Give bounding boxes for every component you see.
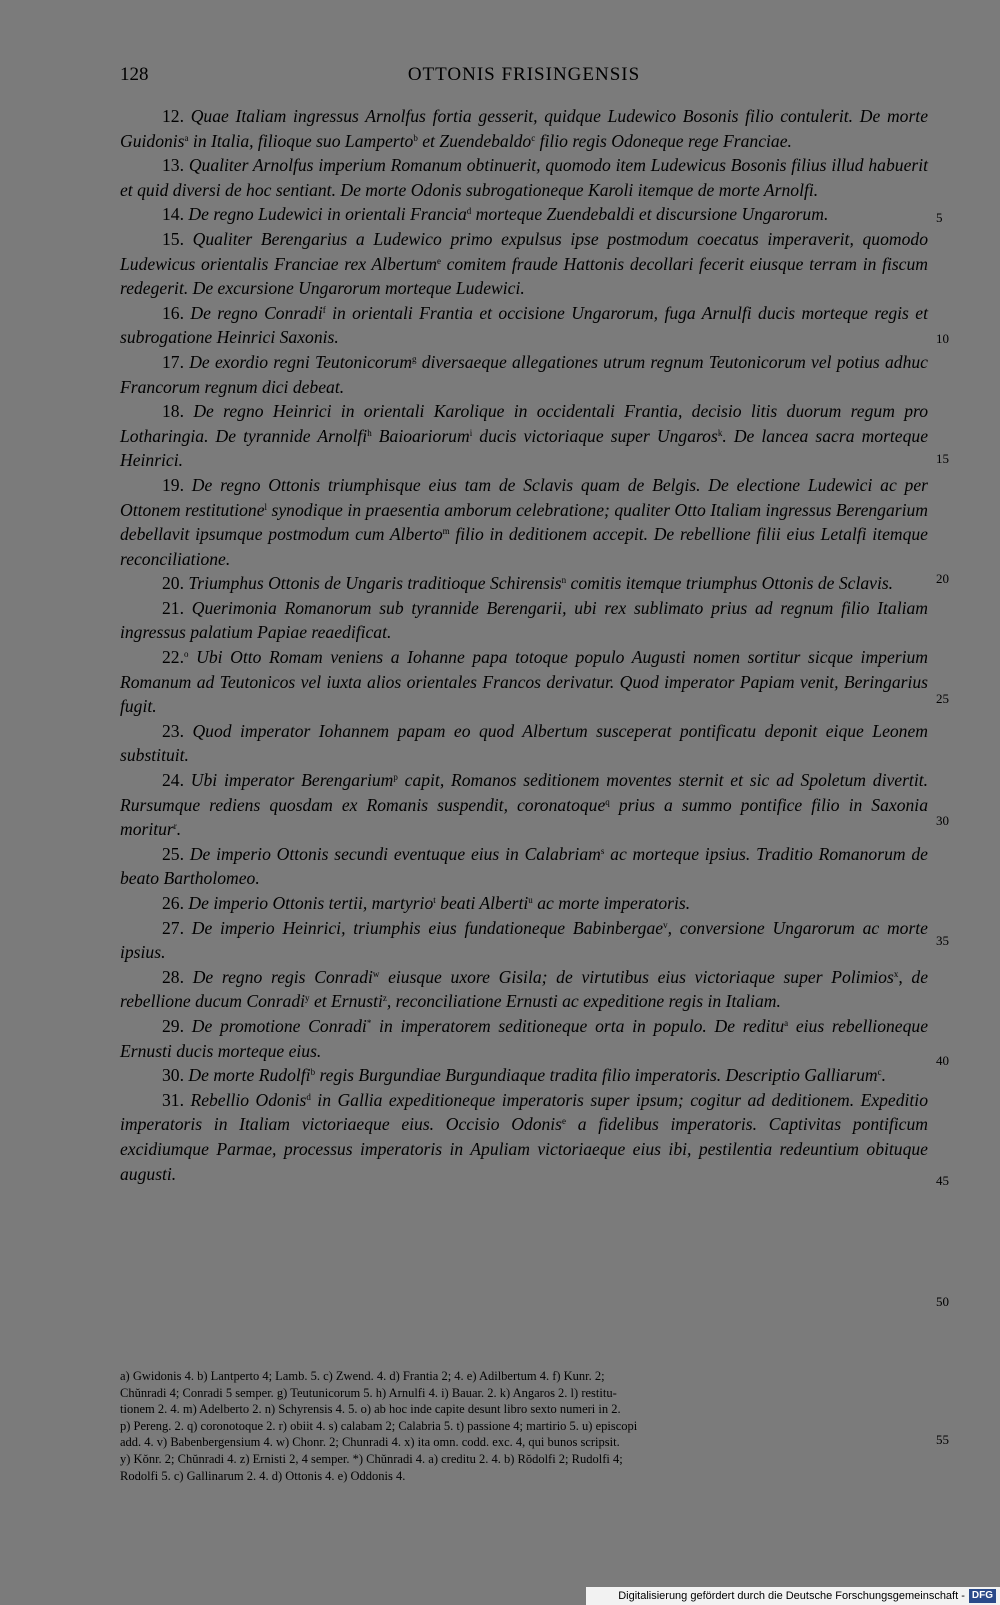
chapter-number: 30. xyxy=(162,1065,184,1086)
chapter-text: Baioariorum xyxy=(371,425,470,446)
chapter-entry xyxy=(120,202,928,227)
chapter-text: comitis itemque triumphus Ottonis de Sclavis. xyxy=(566,573,894,594)
footnote-marker: k xyxy=(717,427,723,438)
chapter-number: 26. xyxy=(162,893,184,913)
chapter-number: 25. xyxy=(162,843,184,864)
footnote-line: p) Pereng. 2. q) coronotoque 2. r) obiit 4. s) calabam 2; Calabria 5. t) passione 4; martirio 5. u) episcopi xyxy=(120,1418,638,1433)
chapter-entry xyxy=(120,1088,928,1186)
footnote-marker: e xyxy=(436,255,441,266)
line-number-margin xyxy=(936,104,976,1364)
chapter-number: 19. xyxy=(162,474,184,495)
chapter-number: 20. xyxy=(162,573,184,594)
chapter-text: De imperio Heinrici, triumphis eius fundationeque Babinbergae xyxy=(191,917,664,938)
digitization-credit xyxy=(586,1587,1000,1605)
footnote-marker: z xyxy=(382,993,387,1004)
chapter-entry xyxy=(120,571,928,596)
footnote-marker: w xyxy=(372,968,380,979)
footnote-marker: d xyxy=(466,206,472,217)
chapter-text: . De lancea sacra morteque Heinrici. xyxy=(120,425,929,471)
chapter-number: 22. xyxy=(162,647,184,668)
chapter-text: De regno Heinrici in orientali Karolique in occidentali Frantia, decisio litis duorum regum pro Lotharingia. De tyrannide Arnolfi xyxy=(120,401,929,446)
chapter-text: De imperio Ottonis secundi eventuque eius in Calabriam xyxy=(189,843,601,864)
chapter-text: De promotione Conradi xyxy=(191,1015,367,1036)
chapter-text: filio regis Odoneque rege Franciae. xyxy=(535,130,792,151)
chapter-entry xyxy=(120,596,928,645)
chapter-entry xyxy=(120,350,928,399)
footnote-marker: c xyxy=(877,1067,882,1078)
footnote-marker: * xyxy=(366,1017,372,1028)
chapter-entry xyxy=(120,227,928,301)
chapter-number: 27. xyxy=(162,917,184,938)
chapter-number: 21. xyxy=(162,597,184,618)
chapter-entry xyxy=(120,965,928,1014)
credit-text: Digitalisierung gefördert durch die Deutsche Forschungsgemeinschaft - xyxy=(618,1590,965,1602)
margin-line-number: 30 xyxy=(936,813,949,828)
chapter-entry xyxy=(120,719,928,768)
footnote-line: a) Gwidonis 4. b) Lantperto 4; Lamb. 5. c) Zwend. 4. d) Frantia 2; 4. e) Adilbertum 4. f) Kunr. 2; xyxy=(120,1369,605,1383)
chapter-text: De imperio Ottonis tertii, martyrio xyxy=(188,893,434,913)
chapter-text: Quod imperator Iohannem papam eo quod Albertum susceperat pontificatu deponit eique Leonem substituit. xyxy=(120,720,928,766)
chapter-text: De morte Rudolfi xyxy=(188,1065,311,1086)
margin-line-number: 45 xyxy=(936,1173,949,1188)
chapter-entry xyxy=(120,916,928,965)
footnotes xyxy=(120,1368,928,1484)
footnote-marker: y xyxy=(305,993,310,1004)
chapter-text: ducis victoriaque super Ungaros xyxy=(472,425,718,446)
chapter-text: ac morte imperatoris. xyxy=(532,893,691,913)
footnote-line: add. 4. v) Babenbergensium 4. w) Chonr. 2; Chunradi 4. x) ita omn. codd. exc. 4, qui bunos scripsit. xyxy=(120,1435,620,1450)
footnote-marker: q xyxy=(605,796,610,807)
footnote-marker: i xyxy=(469,427,473,438)
margin-line-number: 10 xyxy=(936,331,949,346)
chapter-text: et Ernusti xyxy=(309,991,383,1012)
chapter-text: Quae Italiam ingressus Arnolfus fortia gesserit, quidque Ludewico Bosonis filio contulerit. De morte Guidonis xyxy=(120,106,929,151)
footnote-marker: p xyxy=(393,772,398,783)
chapter-text: , conversione Ungarorum ac morte ipsius. xyxy=(120,917,928,963)
chapter-text: . xyxy=(881,1065,886,1086)
footnote-marker: m xyxy=(442,526,450,537)
margin-line-number: 25 xyxy=(936,691,949,706)
chapter-text: De regno Ottonis triumphisque eius tam de Sclavis quam de Belgis. De electione Ludewici ac per Ottonem restitutione xyxy=(120,474,929,520)
footnote-marker: g xyxy=(412,353,417,364)
footnote-marker: r xyxy=(173,821,177,832)
chapter-number: 31. xyxy=(162,1089,184,1110)
chapter-entry xyxy=(120,153,928,202)
chapter-number: 14. xyxy=(162,204,184,225)
chapter-text: Rebellio Odonis xyxy=(190,1089,307,1110)
page-number: 128 xyxy=(120,64,149,85)
chapter-entry xyxy=(120,1014,928,1063)
footnote-line-number: 55 xyxy=(936,1432,949,1447)
chapter-entry xyxy=(120,768,928,842)
chapter-number: 29. xyxy=(162,1015,184,1036)
chapter-text: comitem fraude Hattonis decollari fecerit eiusque terram in fiscum redegerit. De excursione Ungarorum morteque Ludewici. xyxy=(120,253,928,299)
footnote-marker: a xyxy=(184,132,189,143)
chapter-text: Ubi Otto Romam veniens a Iohanne papa totoque populo Augusti nomen sortitur sicque imperium Romanum ad Teutonicos vel iuxta alios orientales Francos derivatur. Quod imperator Papiam venit, Beringarius fugit. xyxy=(120,647,928,717)
running-title: OTTONIS FRISINGENSIS xyxy=(407,64,641,85)
chapter-text: a fidelibus imperatoris. Captivitas pontificum excidiumque Parmae, processus imperatoris in Apuliam victoriaeque eius ibi, pestilentia redeuntium obituque augusti. xyxy=(120,1114,928,1184)
chapter-number: 15. xyxy=(162,228,184,249)
chapter-text: , de rebellione ducum Conradi xyxy=(120,966,929,1012)
dfg-logo: DFG xyxy=(969,1589,996,1603)
chapter-entry xyxy=(120,104,928,153)
chapter-text: De regno regis Conradi xyxy=(192,966,373,987)
footnote-marker: s xyxy=(600,845,605,856)
chapter-list xyxy=(120,104,928,1186)
chapter-number: 24. xyxy=(162,770,184,791)
chapter-text: morteque Zuendebaldi et discursione Ungarorum. xyxy=(471,204,829,225)
chapter-number: 18. xyxy=(162,401,184,422)
chapter-text: beati Alberti xyxy=(435,893,529,913)
margin-line-number: 35 xyxy=(936,933,949,948)
page-header xyxy=(120,64,928,92)
footnote-line: Chŭnradi 4; Conradi 5 semper. g) Teutunicorum 5. h) Arnulfi 4. i) Bauar. 2. k) Angaros 2. l) restitu- xyxy=(120,1385,617,1400)
footnote-marker: h xyxy=(367,427,372,438)
chapter-number: 16. xyxy=(162,302,184,323)
margin-line-number: 15 xyxy=(936,451,949,466)
footnote-line: tionem 2. 4. m) Adelberto 2. n) Schyrensis 4. 5. o) ab hoc inde capite desunt libro sexto numeri in 2. xyxy=(120,1402,621,1417)
chapter-entry xyxy=(120,1063,928,1088)
chapter-text: Querimonia Romanorum sub tyrannide Berengarii, ubi rex sublimato prius ad regnum filio Italiam ingressus palatium Papiae reaedificat. xyxy=(120,597,928,643)
chapter-entry xyxy=(120,301,928,350)
chapter-text: . xyxy=(176,819,182,840)
footnote-line: Rodolfi 5. c) Gallinarum 2. 4. d) Ottonis 4. e) Oddonis 4. xyxy=(120,1468,406,1483)
chapter-text: De regno Ludewici in orientali Francia xyxy=(188,204,467,225)
chapter-text: synodique in praesentia amborum celebratione; qualiter Otto Italiam ingressus Berengarium debellavit ipsumque postmodum cum Alberto xyxy=(120,499,928,545)
chapter-text: et Zuendebaldo xyxy=(417,130,532,151)
chapter-text: Ubi imperator Berengarium xyxy=(190,770,394,791)
margin-line-number: 20 xyxy=(936,571,949,586)
chapter-number: 12. xyxy=(162,106,184,126)
chapter-text: capit, Romanos seditionem moventes sternit et sic ad Spoletum divertit. Rursumque rediens quosdam ex Romanis suspendit, coronatoque xyxy=(120,770,928,815)
footnote-marker: b xyxy=(413,132,418,143)
chapter-number: 13. xyxy=(162,155,184,176)
chapter-text: prius a summo pontifice filio in Saxonia moritur xyxy=(120,794,928,840)
chapter-entry xyxy=(120,473,928,571)
chapter-text: in Gallia expeditioneque imperatoris super ipsum; cogitur ad deditionem. Expeditio imperatoris in Italiam victoriaeque eius. Occisio Odonis xyxy=(120,1089,928,1135)
chapter-entry xyxy=(120,645,928,719)
chapter-text: , reconciliatione Ernusti ac expeditione regis in Italiam. xyxy=(386,991,781,1012)
footnote-marker: t xyxy=(433,895,436,905)
chapter-text: eius rebellioneque Ernusti ducis morteque eius. xyxy=(120,1015,929,1061)
margin-line-number: 50 xyxy=(936,1294,949,1309)
chapter-number: 28. xyxy=(162,966,184,987)
chapter-text: in orientali Frantia et occisione Ungarorum, fuga Arnulfi ducis morteque regis et subrogatione Heinrici Saxonis. xyxy=(120,302,928,348)
chapter-entry xyxy=(120,399,928,473)
footnote-line: y) Kŏnr. 2; Chŭnradi 4. z) Ernisti 2, 4 semper. *) Chŭnradi 4. a) creditu 2. 4. b) Rŏdolfi 2; Rudolfi 4; xyxy=(120,1451,623,1466)
footnote-marker: o xyxy=(184,649,189,660)
footnote-marker: a xyxy=(784,1017,789,1028)
chapter-text: De regno Conradi xyxy=(190,302,323,323)
chapter-text: in imperatorem seditioneque orta in populo. De reditu xyxy=(371,1015,785,1036)
footnote-marker: u xyxy=(528,895,533,905)
chapter-text: Triumphus Ottonis de Ungaris traditioque Schirensis xyxy=(188,573,562,594)
chapter-text: Qualiter Berengarius a Ludewico primo expulsus ipse postmodum coecatus imperaverit, quomodo Ludewicus orientalis Franciae rex Albertum xyxy=(120,228,928,274)
chapter-text: in Italia, filioque suo Lamperto xyxy=(188,130,414,151)
chapter-number: 17. xyxy=(162,351,184,372)
chapter-number: 23. xyxy=(162,720,184,741)
chapter-text: ac morteque ipsius. Traditio Romanorum de beato Bartholomeo. xyxy=(120,843,928,889)
footnote-marker: d xyxy=(306,1091,311,1102)
footnote-marker: x xyxy=(893,968,899,979)
margin-line-number: 5 xyxy=(936,210,943,225)
footnote-marker: c xyxy=(531,132,536,143)
chapter-entry xyxy=(120,891,928,916)
footnote-marker: f xyxy=(322,304,326,315)
chapter-text: diversaeque allegationes utrum regnum Teutonicorum vel potius adhuc Francorum regnum dici debeat. xyxy=(120,351,928,397)
footnote-marker: l xyxy=(264,501,268,512)
footnote-marker: b xyxy=(310,1067,316,1078)
margin-line-number: 40 xyxy=(936,1053,949,1068)
chapter-entry xyxy=(120,842,928,891)
footnote-marker: v xyxy=(663,919,668,930)
footnote-marker: n xyxy=(561,575,567,586)
chapter-text: eiusque uxore Gisila; de virtutibus eius victoriaque super Polimios xyxy=(379,966,894,987)
chapter-text: De exordio regni Teutonicorum xyxy=(189,351,413,372)
chapter-text: filio in deditionem accepit. De rebellione filii eius Letalfi itemque reconciliatione. xyxy=(120,524,928,569)
chapter-text: regis Burgundiae Burgundiaque tradita filio imperatoris. Descriptio Galliarum xyxy=(315,1065,878,1086)
chapter-text: Qualiter Arnolfus imperium Romanum obtinuerit, quomodo item Ludewicus Bosonis filius illud habuerit et quid diversi de hoc sentiant. De morte Odonis subrogationeque Karoli itemque de morte Arnolfi. xyxy=(120,155,928,200)
footnote-marker: e xyxy=(562,1116,567,1127)
